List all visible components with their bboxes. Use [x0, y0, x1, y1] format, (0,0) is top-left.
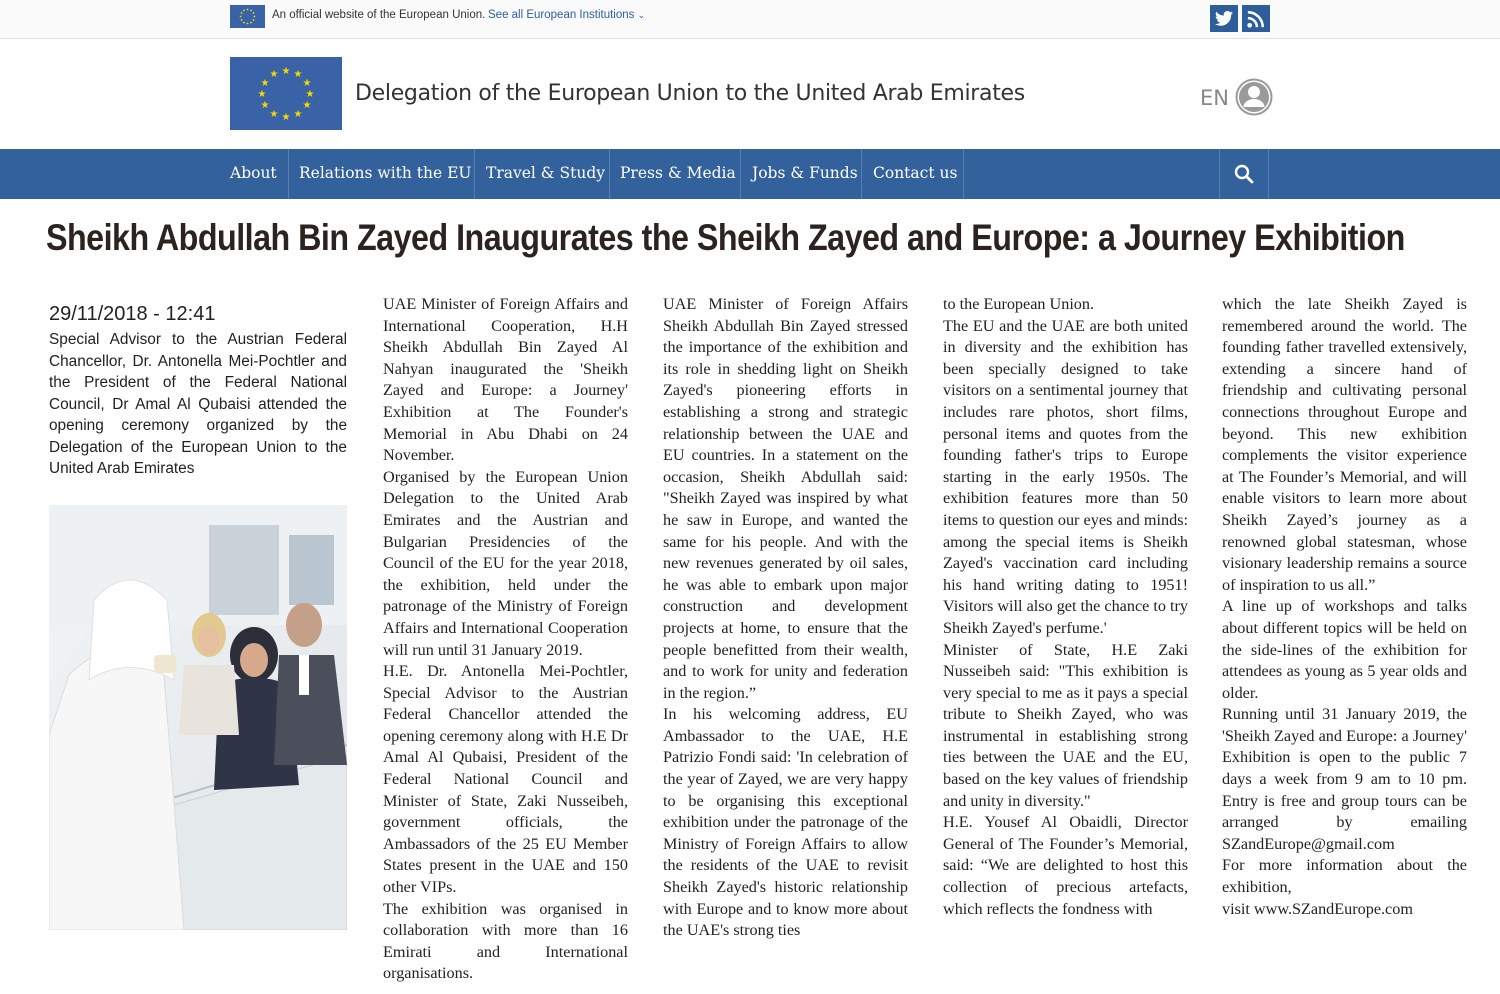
twitter-icon[interactable] — [1210, 5, 1238, 32]
site-title[interactable]: Delegation of the European Union to the United Arab Emirates — [355, 81, 1025, 106]
svg-text:★: ★ — [269, 69, 279, 80]
article-paragraph: visit www.SZandEurope.com — [1222, 899, 1413, 918]
official-eu-bar — [0, 0, 1500, 39]
chevron-down-icon: ⌄ — [637, 10, 646, 20]
eu-logo-icon[interactable] — [230, 57, 342, 130]
user-icon[interactable] — [1234, 77, 1274, 117]
svg-text:★: ★ — [293, 109, 303, 120]
nav-divider — [861, 149, 862, 199]
article-paragraph: H.E. Yousef Al Obaidli, Director General of The Founder’s Memorial, said: “We are delighted to host this collection of precious artefacts, which reflects the fondness with — [943, 813, 1188, 918]
site-header — [0, 39, 1500, 149]
article-date: 29/11/2018 - 12:41 — [49, 303, 216, 325]
see-all-institutions-link[interactable] — [488, 9, 645, 21]
svg-text:★: ★ — [281, 112, 291, 123]
nav-contact-us[interactable]: Contact us — [873, 164, 958, 182]
language-selector[interactable]: EN — [1200, 86, 1229, 110]
svg-text:★: ★ — [305, 89, 315, 100]
article-column-2 — [663, 294, 908, 942]
see-all-institutions-label: See all European Institutions — [488, 9, 635, 21]
nav-press-media[interactable]: Press & Media — [620, 164, 736, 182]
nav-divider — [474, 149, 475, 199]
nav-divider — [288, 149, 289, 199]
article-column-1 — [383, 294, 628, 985]
official-website-notice: An official website of the European Union. — [272, 9, 486, 21]
main-navigation — [0, 149, 1500, 199]
nav-jobs-funds[interactable]: Jobs & Funds — [752, 164, 858, 182]
article-paragraph: For more information about the exhibition, — [1222, 856, 1467, 897]
eu-flag-icon — [230, 5, 265, 28]
article-paragraph: to the European Union. — [943, 295, 1095, 313]
svg-text:★: ★ — [260, 78, 270, 89]
article-column-3 — [943, 294, 1188, 920]
article-summary: Special Advisor to the Austrian Federal Chancellor, Dr. Antonella Mei-Pochtler and the President of the Federal National Council, Dr Amal Al Qubaisi attended the opening ceremony organized by the Delegation of the European Union to the United Arab Emirates — [49, 331, 347, 477]
svg-text:★: ★ — [260, 100, 270, 111]
article-paragraph: Running until 31 January 2019, the 'Sheikh Zayed and Europe: a Journey' Exhibition is open to the public 7 days a week from 9 am to 10 pm. Entry is free and group tours can be arranged by emailing SZandEurope@gmail.com — [1222, 705, 1467, 853]
rss-icon[interactable] — [1242, 5, 1270, 32]
article-paragraph: The exhibition was organised in collaboration with more than 16 Emirati and International organisations. — [383, 899, 628, 983]
nav-relations-with-the-eu[interactable]: Relations with the EU — [299, 164, 472, 182]
article-paragraph: A line up of workshops and talks about different topics will be held on the side-lines of the exhibition for attendees as young as 5 year olds and older. — [1222, 597, 1467, 702]
article-column-4 — [1222, 294, 1467, 920]
article-paragraph: Minister of State, H.E Zaki Nusseibeh said: "This exhibition is very special to me as it pays a special tribute to Sheikh Zayed, who was instrumental in establishing strong ties between the UAE and the EU, based on the key values of friendship and unity in diversity." — [943, 640, 1188, 810]
nav-divider — [963, 149, 964, 199]
article-paragraph: Organised by the European Union Delegation to the United Arab Emirates and the Austrian and Bulgarian Presidencies of the Council of the EU for the year 2018, the exhibition, held under the patronage of the Ministry of Foreign Affairs and International Cooperation will run until 31 January 2019. — [383, 467, 628, 659]
svg-text:★: ★ — [293, 69, 303, 80]
article-paragraph: H.E. Dr. Antonella Mei-Pochtler, Special Advisor to the Austrian Federal Chancellor attended the opening ceremony along with H.E Dr Amal Al Qubaisi, President of the Federal National Council and Minister of State, Zaki Nusseibeh, government officials, the Ambassadors of the 25 EU Member States present in the UAE and 150 other VIPs. — [383, 662, 628, 897]
svg-text:★: ★ — [281, 66, 291, 77]
article-title: Sheikh Abdullah Bin Zayed Inaugurates the Sheikh Zayed and Europe: a Journey Exhibition — [46, 216, 1405, 258]
article-paragraph: The EU and the UAE are both united in diversity and the exhibition has been specially designed to take visitors on a sentimental journey that includes rare photos, short films, personal items and quotes from the founding father's trips to Europe starting in the early 1950s. The exhibition features more than 50 items to question our eyes and minds: among the special items is Sheikh Zayed's vaccination card including his hand writing dating to 1951! Visitors will also get the chance to try Sheikh Zayed's perfume.' — [943, 316, 1188, 637]
svg-text:★: ★ — [302, 78, 312, 89]
article-photo — [49, 505, 347, 930]
nav-travel-study[interactable]: Travel & Study — [486, 164, 606, 182]
article-paragraph: UAE Minister of Foreign Affairs Sheikh Abdullah Bin Zayed stressed the importance of the exhibition and its role in shedding light on Sheikh Zayed's pioneering efforts in establishing a strong and strategic relationship between the UAE and EU countries. In a statement on the occasion, Sheikh Abdullah said: "Sheikh Zayed was inspired by what he saw in Europe, and wanted the same for his people. And with the new revenues generated by oil sales, he was able to embark upon major construction and development projects at home, to ensure that the people benefitted from their wealth, and to work for unity and federation in the region.” — [663, 295, 908, 702]
nav-about[interactable]: About — [230, 164, 277, 182]
article-paragraph: UAE Minister of Foreign Affairs and International Cooperation, H.H Sheikh Abdullah Bin Zayed Al Nahyan inaugurated the 'Sheikh Zayed and Europe: a Journey' Exhibition at The Founder's Memorial in Abu Dhabi on 24 November. — [383, 295, 628, 465]
nav-divider — [740, 149, 741, 199]
svg-text:★: ★ — [257, 89, 267, 100]
svg-text:★: ★ — [302, 100, 312, 111]
search-icon[interactable] — [1219, 149, 1269, 199]
svg-text:★: ★ — [269, 109, 279, 120]
article-paragraph: In his welcoming address, EU Ambassador to the UAE, H.E Patrizio Fondi said: 'In celebration of the year of Zayed, we are very happy to be organising this exceptional exhibition under the patronage of the Ministry of Foreign Affairs to allow the residents of the UAE to revisit Sheikh Zayed's historic relationship with Europe and to know more about the UAE's strong ties — [663, 705, 908, 940]
nav-divider — [609, 149, 610, 199]
article-paragraph: which the late Sheikh Zayed is remembered around the world. The founding father travelled extensively, extending a sincere hand of friendship and cultivating personal connections throughout Europe and beyond. This new exhibition complements the visitor experience at The Founder’s Memorial, and will enable visitors to learn more about Sheikh Zayed’s journey as a renowned global statesman, whose visionary leadership remains a source of inspiration to us all.” — [1222, 295, 1467, 594]
